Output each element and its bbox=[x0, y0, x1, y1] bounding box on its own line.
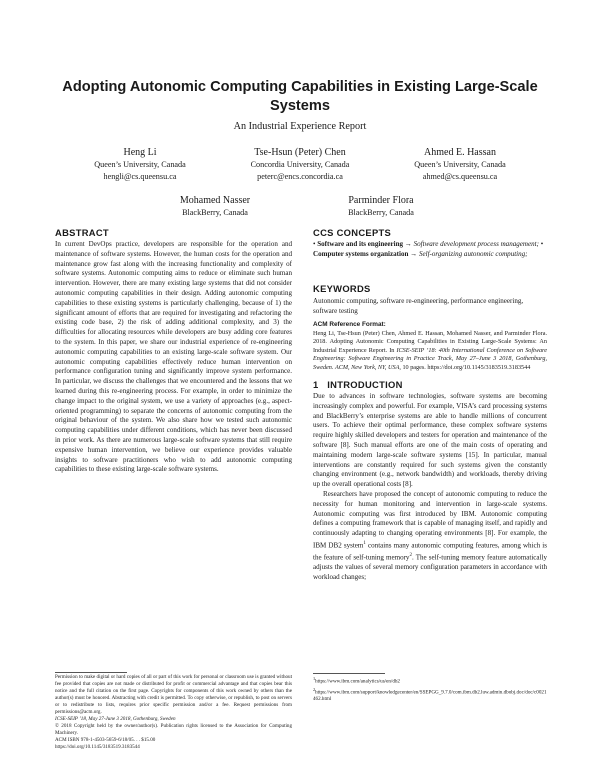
footnote-1: $^1$https://www.ibm.com/analytics/us/en/db2 bbox=[313, 676, 400, 685]
author-4 bbox=[150, 194, 280, 219]
permission-block bbox=[55, 674, 292, 751]
footnote-2-url: https://www.ibm.com/support/knowledgecenter/en/SSEPGG_9.7.0/com.ibm.db2.luw.admin.dbobj.doc/doc/c0021462.html bbox=[313, 689, 547, 703]
keywords-heading: KEYWORDS bbox=[313, 283, 371, 294]
intro-heading bbox=[313, 379, 403, 390]
permission-isbn: ACM ISBN 978-1-4503-5659-6/18/05. . . $15.00 bbox=[55, 737, 156, 743]
author-affiliation: Concordia University, Canada bbox=[250, 160, 350, 169]
permission-doi: https://doi.org/10.1145/3183519.3183544 bbox=[55, 744, 140, 750]
permission-copyright: © 2018 Copyright held by the owner/author(s). Publication rights licensed to the Association for Computing Machinery. bbox=[55, 723, 292, 736]
ccs-concept-1-detail: Software development process management; bbox=[413, 240, 539, 248]
reference-format-label: ACM Reference Format: bbox=[313, 321, 386, 328]
footnote-1-url: https://www.ibm.com/analytics/us/en/db2 bbox=[315, 678, 400, 685]
ccs-concept-2-detail: Self-organizing autonomic computing; bbox=[418, 249, 528, 258]
author-email: ahmed@cs.queensu.ca bbox=[422, 171, 498, 181]
author-affiliation: BlackBerry, Canada bbox=[182, 208, 248, 217]
ccs-concepts bbox=[313, 240, 547, 260]
abstract-text: In current DevOps practice, developers are responsible for the operation and maintenance of software systems. However, the human costs for the operation and maintenance grow fast along with the increasing functionality and complexity of software systems. Autonomic computing aims to reduce or eliminate such human intervention. However, there are many existing large systems that did not consider autonomic computing capabilities in their design. Adding autonomic computing capabilities to these existing systems is particularly challenging, because of 1) the significant amount of efforts that are required for investigating and refactoring the existing code base, 2) the risk of adding additional complexity, and 3) the difficulties for allocating resources while developers are busy adding core features to the system. In this paper, we share our industrial experience of re-engineering autonomic computing capabilities to an existing large-scale software system. Our autonomic computing capabilities effectively reduce human intervention on performance configuration tuning and significantly improve system performance. In particular, we discuss the challenges that we encountered and the lessons that we learned during this re-engineering process. For example, in order to minimize the change impact to the original system, we use a variety of approaches (e.g., aspect-oriented programming) to separate the concerns of autonomic computing from the original behaviour of the system. We also share how we tested such autonomic computing capabilities under different conditions, which has never been discussed in prior work. As there are numerous large-scale software systems that still require expensive human intervention, we believe our experience provides valuable insights to software practitioners who wish to add autonomic computing capabilities to these existing large-scale software systems. bbox=[55, 240, 292, 474]
ccs-concept-1: Software and its engineering bbox=[317, 240, 404, 248]
ccs-bullet: • bbox=[313, 240, 316, 248]
intro-p2-part-b: contains many autonomic computing features, among which is the feature of self-tuning memory bbox=[313, 541, 547, 562]
author-affiliation: BlackBerry, Canada bbox=[348, 208, 414, 217]
paper-title: Adopting Autonomic Computing Capabilities in Existing Large-Scale Systems bbox=[62, 79, 538, 114]
ccs-separator: • bbox=[538, 240, 544, 248]
author-name: Heng Li bbox=[123, 147, 157, 158]
author-name: Parminder Flora bbox=[348, 195, 414, 206]
author-affiliation: Queen’s University, Canada bbox=[414, 160, 506, 169]
reference-format bbox=[313, 321, 547, 373]
author-affiliation: Queen’s University, Canada bbox=[94, 160, 186, 169]
author-3 bbox=[390, 146, 530, 182]
permission-text: Permission to make digital or hard copies of all or part of this work for personal or classroom use is granted without fee provided that copies are not made or distributed for profit or commercial advantage and that copies bear this notice and the full citation on the first page. Copyrights for components of this work owned by others than the author(s) must be honored. Abstracting with credit is permitted. To copy otherwise, or republish, to post on servers or to redistribute to lists, requires prior specific permission and/or a fee. Request permissions from permissions@acm.org. bbox=[55, 674, 292, 715]
ccs-arrow: → bbox=[403, 240, 414, 248]
reference-venue: ICSE-SEIP ’18: 40th International Conference on Software Engineering: Software Engineering in Practice Track, May 27–June 3 2018, Gothenburg, Sweden. bbox=[313, 346, 547, 371]
ccs-heading: CCS CONCEPTS bbox=[313, 227, 392, 238]
footnote-marker-2: 2 bbox=[409, 553, 412, 559]
author-email: hengli@cs.queensu.ca bbox=[103, 171, 177, 181]
intro-heading-number: 1 bbox=[313, 379, 319, 390]
intro-paragraph-2 bbox=[313, 490, 547, 583]
author-name: Tse-Hsun (Peter) Chen bbox=[254, 147, 346, 158]
intro-paragraph-1: Due to advances in software technologies, software systems are becoming increasingly complex and powerful. For example, VISA’s card processing systems and BlackBerry’s enterprise systems are able to handle millions of concurrent users. To achieve their optimal performance, these complex software systems require highly skilled developers and testers for operation and maintenance of the software [8]. Such manual efforts are one of the main costs of operating and maintaining modern large-scale software systems [15]. In particular, manual interventions are constantly required for such systems given the constantly changing environment (e.g., network bandwidth) and workloads, thereby driving up the overall operational costs [8]. bbox=[313, 392, 547, 489]
footnote-marker-1: 1 bbox=[363, 540, 366, 546]
author-2 bbox=[225, 146, 375, 182]
author-1 bbox=[70, 146, 210, 182]
intro-p2-part-a: Researchers have proposed the concept of autonomic computing to reduce the necessity for human monitoring and intervention in large-scale systems. Autonomic computing was first introduced by IBM. Autonomic computing defines a computing framework that is capable of managing itself, and rapidly and continuously adapting to changing operating environments [8]. For example, the IBM DB2 system bbox=[313, 489, 547, 550]
footnotes bbox=[313, 675, 547, 703]
keywords-text: Autonomic computing, software re-engineering, performance engineering, software testing bbox=[313, 297, 524, 315]
abstract-heading: ABSTRACT bbox=[55, 227, 109, 238]
permission-venue: ICSE-SEIP ’18, May 27-June 3 2018, Gothenburg, Sweden bbox=[55, 716, 176, 722]
author-name: Mohamed Nasser bbox=[179, 195, 251, 206]
footnote-2: $^2$https://www.ibm.com/support/knowledgecenter/en/SSEPGG_9.7.0/com.ibm.db2.luw.admin.dbobj.doc/doc/c0021462.html bbox=[313, 686, 547, 703]
footnote-rule bbox=[313, 673, 385, 674]
paper-subtitle: An Industrial Experience Report bbox=[233, 121, 367, 132]
intro-p2-part-c: . The self-tuning memory feature automatically adjusts the values of several memory configuration parameters in accordance with workload changes; bbox=[313, 553, 547, 582]
footnote-rule bbox=[55, 672, 127, 673]
intro-body bbox=[313, 392, 547, 583]
abstract-body bbox=[55, 240, 292, 475]
intro-heading-text: INTRODUCTION bbox=[327, 379, 403, 390]
reference-publisher: ACM, New York, NY, USA, bbox=[335, 363, 401, 371]
author-email: peterc@encs.concordia.ca bbox=[257, 171, 343, 181]
ccs-concept-2: Computer systems organization bbox=[313, 249, 409, 258]
reference-authors: Heng Li, Tse-Hsun (Peter) Chen, Ahmed E. Hassan, Mohamed Nasser, and Parminder Flora. 2018. Adopting Autonomic Computing Capabilities in Existing Large-Scale Systems: An Industrial Experience Report. In bbox=[313, 329, 547, 354]
ccs-arrow: → bbox=[408, 249, 419, 258]
author-5 bbox=[316, 194, 446, 219]
author-name: Ahmed E. Hassan bbox=[424, 147, 496, 158]
reference-tail: 10 pages. https://doi.org/10.1145/3183519.3183544 bbox=[400, 363, 531, 371]
